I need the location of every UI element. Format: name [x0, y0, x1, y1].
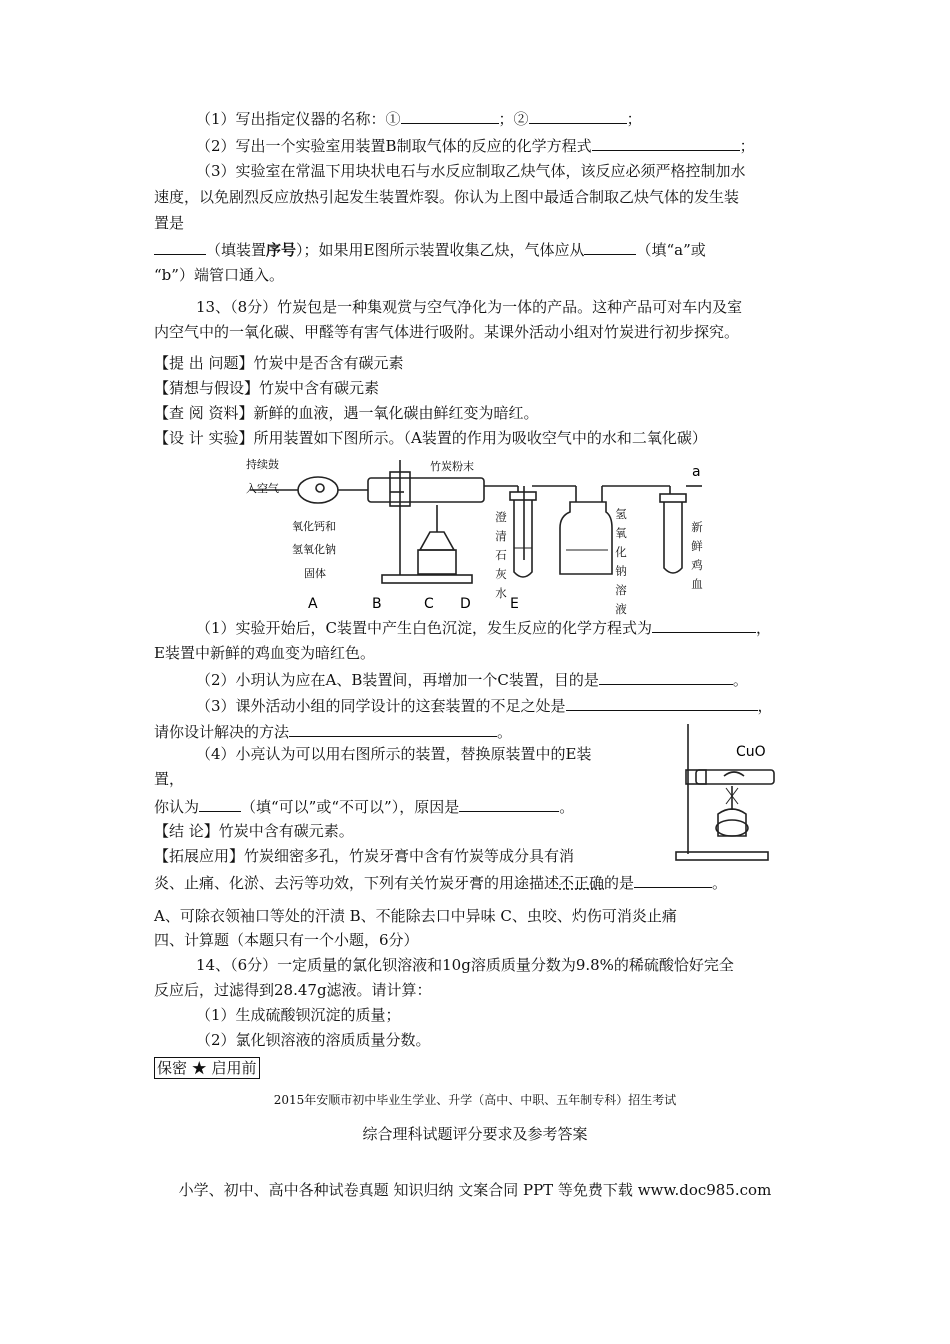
- answer-blank[interactable]: [566, 695, 758, 711]
- q12-part1: （1）写出指定仪器的名称：① ；② ；: [196, 110, 642, 128]
- q13-sub1: （1）实验开始后，C装置中产生白色沉淀，发生反应的化学方程式为 ，: [196, 619, 772, 637]
- q12-part3-line5: “b”）端管口通入。: [154, 266, 284, 284]
- q13-reference: 【查 阅 资料】新鲜的血液，遇一氧化碳由鲜红变为暗红。: [154, 404, 539, 422]
- q13-sub4-line2: 置，: [154, 770, 185, 788]
- diagram-air-label-1: 持续鼓: [246, 458, 279, 471]
- q12-part2: （2）写出一个实验室用装置B制取气体的反应的化学方程式 ；: [196, 137, 755, 155]
- diagram-naoh-label: 氢氧化钠溶液: [615, 507, 627, 616]
- answer-blank[interactable]: [529, 108, 627, 124]
- q13-sub3-line2: 请你设计解决的方法 。: [154, 723, 513, 741]
- diagram-solid-2: 氢氧化钠: [292, 543, 336, 556]
- cuo-label: CuO: [736, 744, 766, 760]
- diagram-label-E: E: [510, 596, 519, 612]
- diagram-label-A: A: [308, 596, 318, 612]
- answer-blank[interactable]: [634, 872, 712, 888]
- diagram-label-D: D: [460, 596, 471, 612]
- q14-sub1: （1）生成硫酸钡沉淀的质量；: [196, 1006, 401, 1024]
- q13-intro-line1: 13、（8分）竹炭包是一种集观赏与空气净化为一体的产品。这种产品可对车内及室: [196, 298, 743, 316]
- answer-blank[interactable]: [592, 135, 740, 151]
- answer-blank[interactable]: [199, 796, 241, 812]
- q13-sub4-line1: （4）小亮认为可以用右图所示的装置，替换原装置中的E装: [196, 745, 592, 763]
- q14-sub2: （2）氯化钡溶液的溶质质量分数。: [196, 1031, 431, 1049]
- q13-options: A、可除衣领袖口等处的汗渍 B、不能除去口中异味 C、虫咬、灼伤可消炎止痛: [154, 907, 677, 925]
- diagram-air-label-2: 入空气: [246, 482, 279, 495]
- q13-sub3: （3）课外活动小组的同学设计的这套装置的不足之处是 ，: [196, 697, 773, 715]
- diagram-limewater-label: 澄清石灰水: [495, 510, 507, 600]
- answer-title: 综合理科试题评分要求及参考答案: [362, 1125, 588, 1143]
- cuo-apparatus: [670, 718, 780, 866]
- answer-blank[interactable]: [652, 617, 756, 633]
- q13-question: 【提 出 问题】竹炭中是否含有碳元素: [154, 354, 404, 372]
- q13-conclusion: 【结 论】竹炭中含有碳元素。: [154, 822, 354, 840]
- q14-line2: 反应后，过滤得到28.47g滤液。请计算：: [154, 981, 432, 999]
- answer-blank[interactable]: [459, 796, 559, 812]
- answer-blank[interactable]: [401, 108, 499, 124]
- diagram-port-a: a: [692, 464, 701, 480]
- q13-intro-line2: 内空气中的一氧化碳、甲醛等有害气体进行吸附。某课外活动小组对竹炭进行初步探究。: [154, 323, 740, 341]
- q13-sub2: （2）小玥认为应在A、B装置间，再增加一个C装置，目的是 。: [196, 671, 748, 689]
- emphasized-text: 不正确: [559, 874, 605, 892]
- q12-part3-line4: （填装置序号）；如果用E图所示装置收集乙炔，气体应从 （填“a”或: [154, 239, 706, 260]
- section-4-heading: 四、计算题（本题只有一个小题，6分）: [154, 931, 419, 949]
- diagram-solid-3: 固体: [304, 567, 326, 580]
- diagram-solid-1: 氧化钙和: [292, 520, 336, 533]
- answer-blank[interactable]: [584, 239, 636, 255]
- q14-line1: 14、（6分）一定质量的氯化钡溶液和10g溶质质量分数为9.8%的稀硫酸恰好完全: [196, 956, 734, 974]
- page-footer: 小学、初中、高中各种试卷真题 知识归纳 文案合同 PPT 等免费下载 www.doc985.com: [178, 1181, 772, 1199]
- diagram-label-C: C: [424, 596, 434, 612]
- diagram-label-B: B: [372, 596, 382, 612]
- exam-title: 2015年安顺市初中毕业生学业、升学（高中、中职、五年制专科）招生考试: [273, 1093, 677, 1107]
- answer-blank[interactable]: [154, 239, 206, 255]
- q13-extension-line1: 【拓展应用】竹炭细密多孔，竹炭牙膏中含有竹炭等成分具有消: [154, 847, 575, 865]
- q13-hypothesis: 【猜想与假设】竹炭中含有碳元素: [154, 379, 380, 397]
- confidential-stamp: 保密 ★ 启用前: [154, 1057, 260, 1079]
- q12-part3-line1: （3）实验室在常温下用块状电石与水反应制取乙炔气体，该反应必须严格控制加水: [196, 162, 746, 180]
- diagram-blood-label: 新鲜鸡血: [691, 520, 703, 591]
- q13-sub4-line3: 你认为 （填“可以”或“不可以”），原因是 。: [154, 798, 575, 816]
- answer-blank[interactable]: [599, 669, 733, 685]
- q13-sub1-line2: E装置中新鲜的鸡血变为暗红色。: [154, 644, 375, 662]
- q13-extension-line2: 炎、止痛、化淤、去污等功效，下列有关竹炭牙膏的用途描述不正确的是 。: [154, 874, 728, 892]
- answer-blank[interactable]: [289, 721, 497, 737]
- diagram-powder-label: 竹炭粉末: [430, 460, 474, 473]
- q13-design: 【设 计 实验】所用装置如下图所示。（A装置的作用为吸收空气中的水和二氧化碳）: [154, 429, 707, 447]
- q12-part3-line3: 置是: [154, 214, 185, 232]
- q12-part3-line2: 速度，以免剧烈反应放热引起发生装置炸裂。你认为上图中最适合制取乙炔气体的发生装: [154, 188, 740, 206]
- apparatus-diagram: [240, 450, 720, 640]
